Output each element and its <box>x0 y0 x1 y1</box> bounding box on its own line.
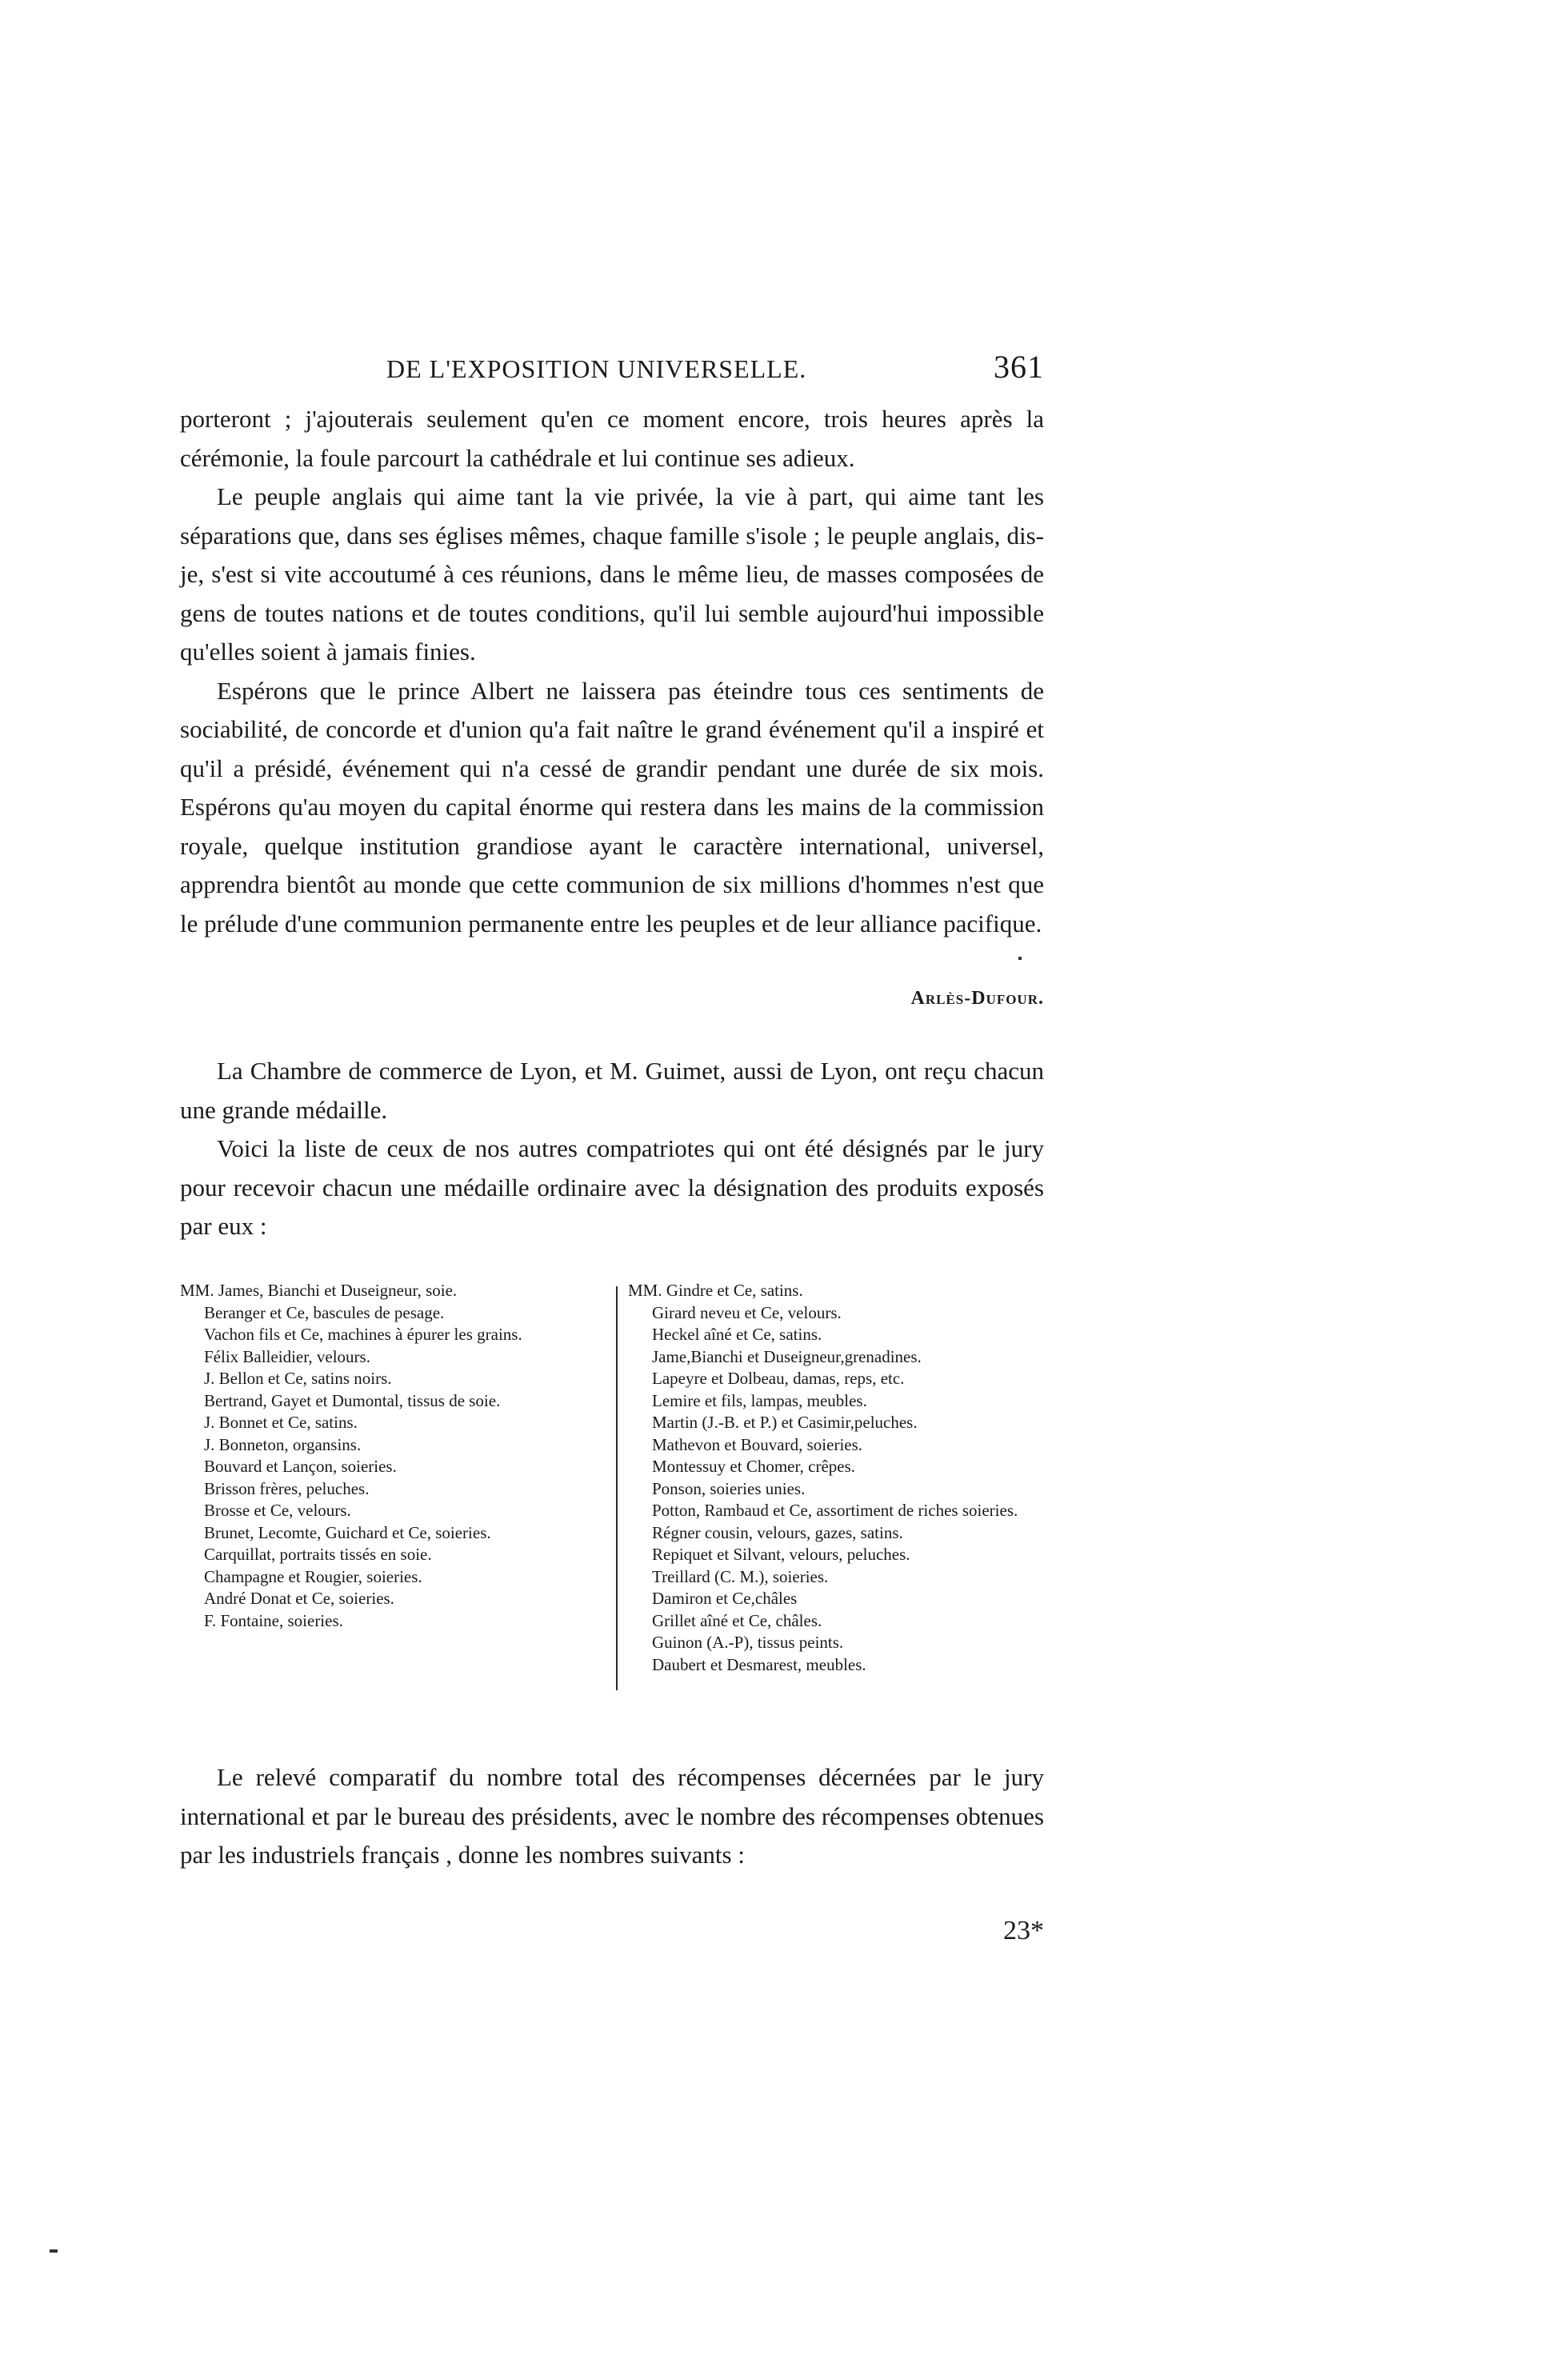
list-item: Bertrand, Gayet et Dumontal, tissus de soie. <box>204 1390 501 1410</box>
list-item: J. Bonneton, organsins. <box>204 1434 362 1454</box>
list-item: Brisson frères, peluches. <box>204 1478 370 1498</box>
list-item: MM. James, Bianchi et Duseigneur, soie. <box>180 1281 458 1300</box>
list-item: André Donat et Ce, soieries. <box>204 1589 394 1608</box>
laureates-list-right <box>628 1280 1048 1676</box>
list-item: Martin (J.-B. et P.) et Casimir,peluches. <box>652 1413 918 1432</box>
page-header <box>180 348 1044 396</box>
list-item: Guinon (A.-P), tissus peints. <box>652 1633 844 1652</box>
list-item: Lemire et fils, lampas, meubles. <box>652 1390 867 1410</box>
list-item: F. Fontaine, soieries. <box>204 1610 343 1630</box>
author-signature: Arlès-Dufour. <box>910 988 1044 1009</box>
page-number: 361 <box>994 349 1044 385</box>
list-item: Treillard (C. M.), soieries. <box>652 1566 829 1586</box>
list-item: MM. Gindre et Ce, satins. <box>628 1281 803 1300</box>
list-item: Potton, Rambaud et Ce, assortiment de riches soieries. <box>652 1501 1018 1520</box>
list-item: Montessuy et Chomer, crêpes. <box>652 1457 856 1476</box>
list-item: Lapeyre et Dolbeau, damas, reps, etc. <box>652 1369 905 1388</box>
list-item: Brunet, Lecomte, Guichard et Ce, soieries. <box>204 1522 491 1542</box>
list-item: Repiquet et Silvant, velours, peluches. <box>652 1545 910 1564</box>
list-item: Champagne et Rougier, soieries. <box>204 1566 422 1586</box>
body-text-middle <box>180 1052 1044 1246</box>
paragraph: Voici la liste de ceux de nos autres compatriotes qui ont été désignés par le jury pour recevoir chacun une médaille ordinaire avec la désignation des produits exposés par eux : <box>180 1134 1044 1240</box>
paragraph: Le relevé comparatif du nombre total des récompenses décernées par le jury international et par le bureau des présidents, avec le nombre des récompenses obtenues par les industriels français , donne les nombres suivants : <box>180 1763 1044 1869</box>
list-item: Mathevon et Bouvard, soieries. <box>652 1434 863 1454</box>
list-item: Bouvard et Lançon, soieries. <box>204 1457 397 1476</box>
list-item: Daubert et Desmarest, meubles. <box>652 1654 866 1674</box>
body-text-bottom <box>180 1758 1044 1875</box>
paragraph: Le peuple anglais qui aime tant la vie privée, la vie à part, qui aime tant les séparations que, dans ses églises mêmes, chaque famille s'isole ; le peuple anglais, dis-je, s'est si vite accoutumé à ces réunions, dans le même lieu, de masses composées de gens de toutes nations et de toutes conditions, qu'il lui semble aujourd'hui impossible qu'elles soient à jamais finies. <box>180 482 1044 666</box>
list-item: Grillet aîné et Ce, châles. <box>652 1610 822 1630</box>
list-item: Félix Balleidier, velours. <box>204 1346 370 1366</box>
print-speck <box>1018 957 1022 960</box>
list-item: J. Bellon et Ce, satins noirs. <box>204 1369 392 1388</box>
laureates-list-left <box>180 1280 600 1632</box>
body-text-top <box>180 400 1044 943</box>
list-item: J. Bonnet et Ce, satins. <box>204 1413 358 1432</box>
list-item: Girard neveu et Ce, velours. <box>652 1302 842 1322</box>
signature-mark: 23* <box>1003 1916 1044 1945</box>
list-item: Heckel aîné et Ce, satins. <box>652 1325 822 1344</box>
list-item: Jame,Bianchi et Duseigneur,grenadines. <box>652 1346 922 1366</box>
list-item: Régner cousin, velours, gazes, satins. <box>652 1522 903 1542</box>
running-title: DE L'EXPOSITION UNIVERSELLE. <box>386 354 807 383</box>
list-item: Vachon fils et Ce, machines à épurer les grains. <box>204 1325 522 1344</box>
list-item: Brosse et Ce, velours. <box>204 1501 351 1520</box>
list-item: Beranger et Ce, bascules de pesage. <box>204 1302 445 1322</box>
list-item: Ponson, soieries unies. <box>652 1478 806 1498</box>
paragraph: porteront ; j'ajouterais seulement qu'en ce moment encore, trois heures après la cérémonie, la foule parcourt la cathédrale et lui continue ses adieux. <box>180 405 1044 472</box>
list-item: Damiron et Ce,châles <box>652 1589 798 1608</box>
list-item: Carquillat, portraits tissés en soie. <box>204 1545 432 1564</box>
column-divider <box>616 1286 618 1690</box>
paragraph: Espérons que le prince Albert ne laissera pas éteindre tous ces sentiments de sociabilité, de concorde et d'union qu'a fait naître le grand événement qu'il a inspiré et qu'il a présidé, événement qui n'a cessé de grandir pendant une durée de six mois. Espérons qu'au moyen du capital énorme qui restera dans les mains de la commission royale, quelque institution grandiose ayant le caractère international, universel, apprendra bientôt au monde que cette communion de six millions d'hommes n'est que le prélude d'une communion permanente entre les peuples et de leur alliance pacifique. <box>180 676 1044 938</box>
paragraph: La Chambre de commerce de Lyon, et M. Guimet, aussi de Lyon, ont reçu chacun une grande médaille. <box>180 1057 1044 1124</box>
print-speck <box>50 2249 58 2253</box>
